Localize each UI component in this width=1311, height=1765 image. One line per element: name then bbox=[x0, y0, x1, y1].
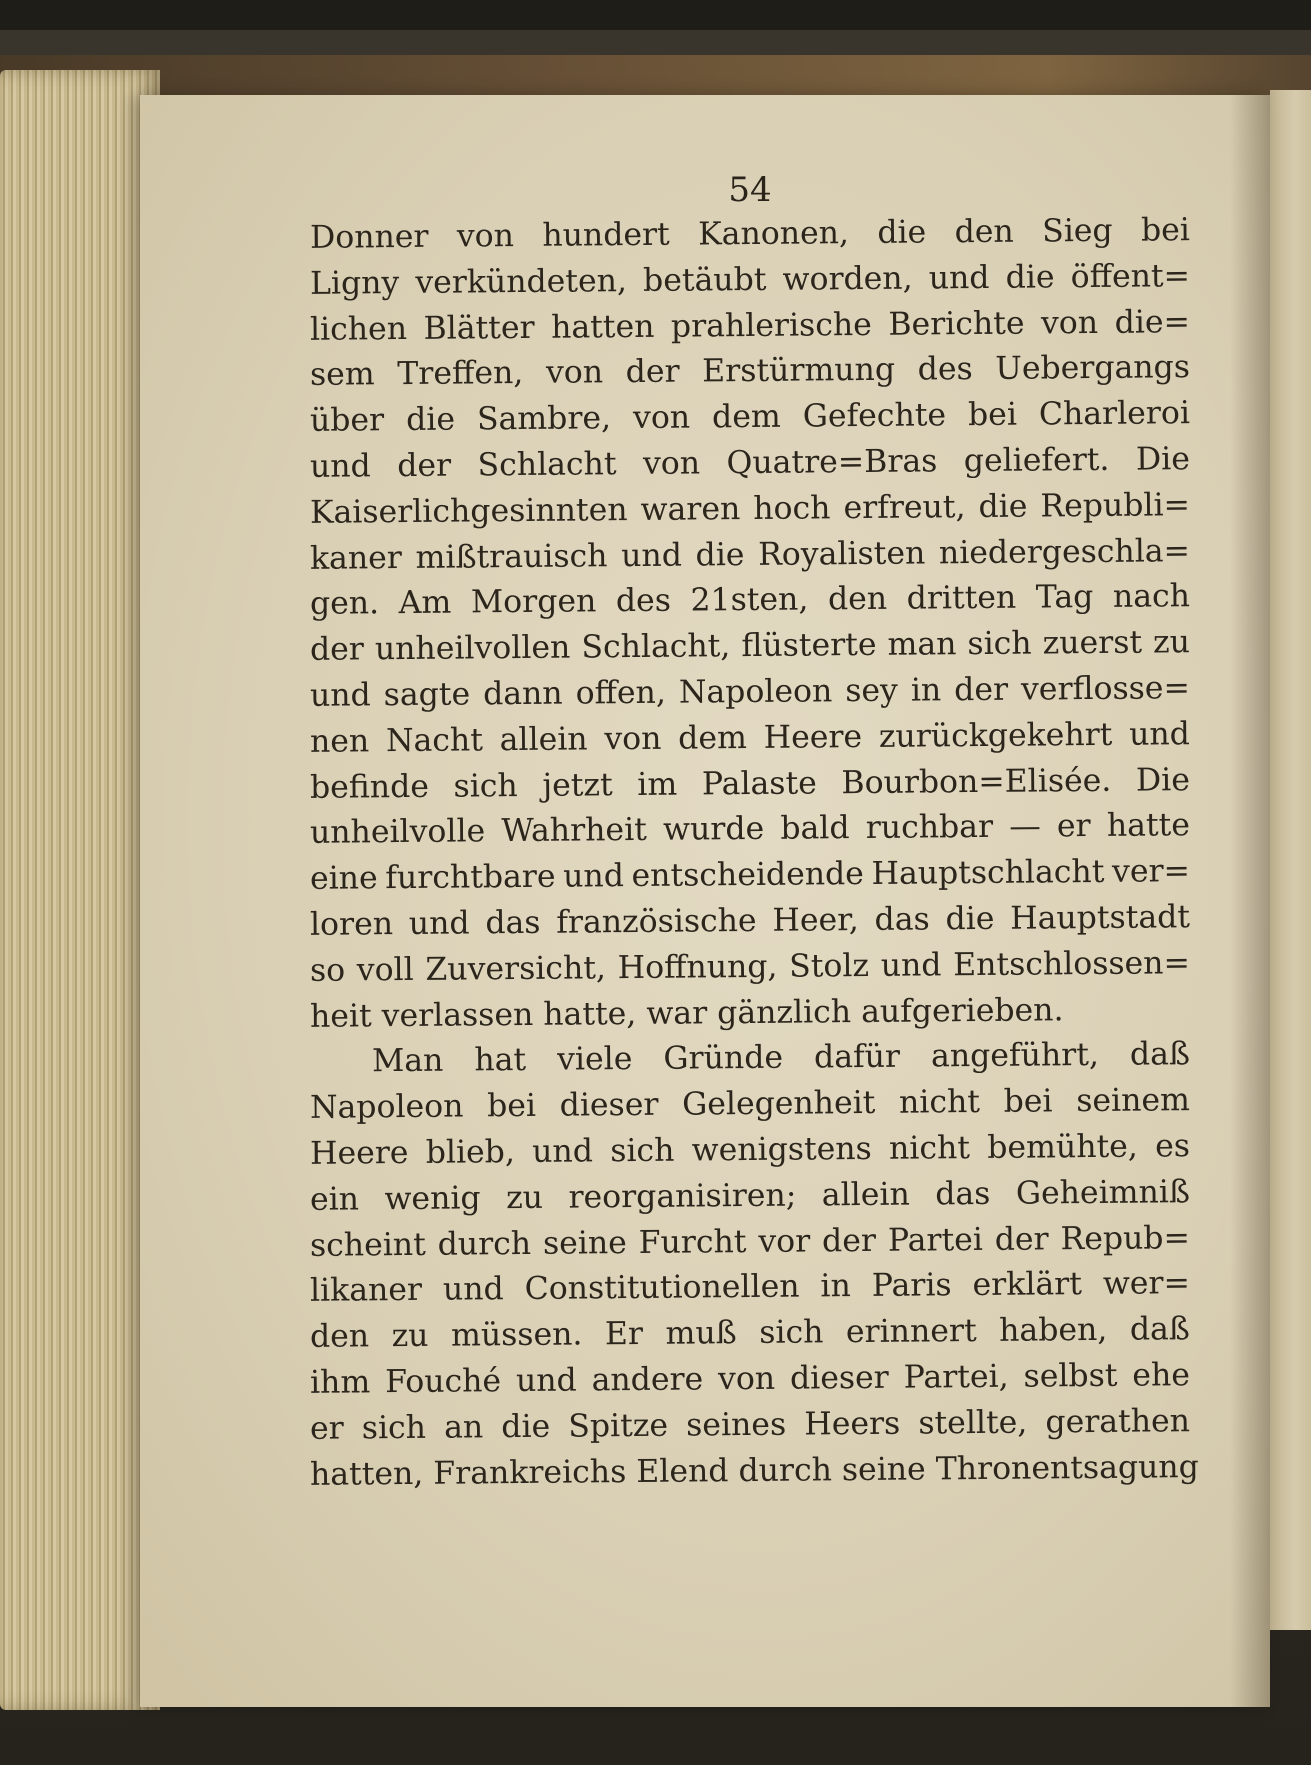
text-line: und sagte dann offen, Napoleon sey in der verflosse= bbox=[309, 670, 1191, 714]
text-line: gen. Am Morgen des 21sten, den dritten Tag nach bbox=[309, 578, 1191, 623]
text-line: er sich an die Spitze seines Heers stellte, gerathen bbox=[309, 1402, 1191, 1447]
text-line: so voll Zuversicht, Hoffnung, Stolz und Entschlossen= bbox=[309, 944, 1191, 989]
text-line: den zu müssen. Er muß sich erinnert haben, daß bbox=[309, 1311, 1191, 1355]
page-number: 54 bbox=[728, 170, 772, 210]
text-line: befinde sich jetzt im Palaste Bourbon=Elisée. Die bbox=[309, 761, 1191, 806]
text-line: Heere blieb, und sich wenigstens nicht bemühte, es bbox=[309, 1128, 1191, 1172]
text-line: Napoleon bei dieser Gelegenheit nicht bei seinem bbox=[309, 1082, 1191, 1126]
text-line: heit verlassen hatte, war gänzlich aufgerieben. bbox=[309, 991, 1064, 1035]
text-line: sem Treffen, von der Erstürmung des Uebergangs bbox=[309, 349, 1191, 394]
text-line: lichen Blätter hatten prahlerische Berichte von die= bbox=[309, 303, 1191, 348]
text-line: likaner und Constitutionellen in Paris erklärt wer= bbox=[309, 1265, 1191, 1310]
text-line: eine furchtbare und entscheidende Hauptschlacht ver= bbox=[309, 853, 1191, 897]
text-line: über die Sambre, von dem Gefechte bei Charleroi bbox=[309, 395, 1191, 440]
text-line: Donner von hundert Kanonen, die den Sieg bei bbox=[309, 212, 1191, 256]
page-edges bbox=[0, 70, 160, 1710]
cover-edge bbox=[0, 55, 1311, 95]
text-line: loren und das französische Heer, das die Hauptstadt bbox=[309, 899, 1191, 943]
text-line: Kaiserlichgesinnten waren hoch erfreut, die Republi= bbox=[309, 486, 1191, 531]
text-line: hatten, Frankreichs Elend durch seine Thronentsagung bbox=[309, 1448, 1199, 1493]
text-line: unheilvolle Wahrheit wurde bald ruchbar — er hatte bbox=[309, 807, 1191, 852]
book-page bbox=[140, 95, 1270, 1707]
text-line: Ligny verkündeten, betäubt worden, und die öffent= bbox=[309, 257, 1191, 302]
page-text bbox=[309, 212, 1199, 1494]
text-line: ein wenig zu reorganisiren; allein das Geheimniß bbox=[309, 1173, 1191, 1218]
text-line: Man hat viele Gründe dafür angeführt, daß bbox=[371, 1036, 1191, 1080]
text-line: und der Schlacht von Quatre=Bras geliefert. Die bbox=[309, 441, 1191, 485]
text-line: kaner mißtrauisch und die Royalisten niedergeschla= bbox=[309, 532, 1191, 577]
facing-page-edge bbox=[1270, 90, 1311, 1630]
text-line: der unheilvollen Schlacht, flüsterte man sich zuerst zu bbox=[309, 624, 1191, 669]
text-line: ihm Fouché und andere von dieser Partei, selbst ehe bbox=[309, 1357, 1191, 1401]
text-line: scheint durch seine Furcht vor der Partei der Repub= bbox=[309, 1219, 1191, 1264]
text-line: nen Nacht allein von dem Heere zurückgekehrt und bbox=[309, 715, 1191, 760]
page-gutter-shadow bbox=[1230, 95, 1270, 1707]
